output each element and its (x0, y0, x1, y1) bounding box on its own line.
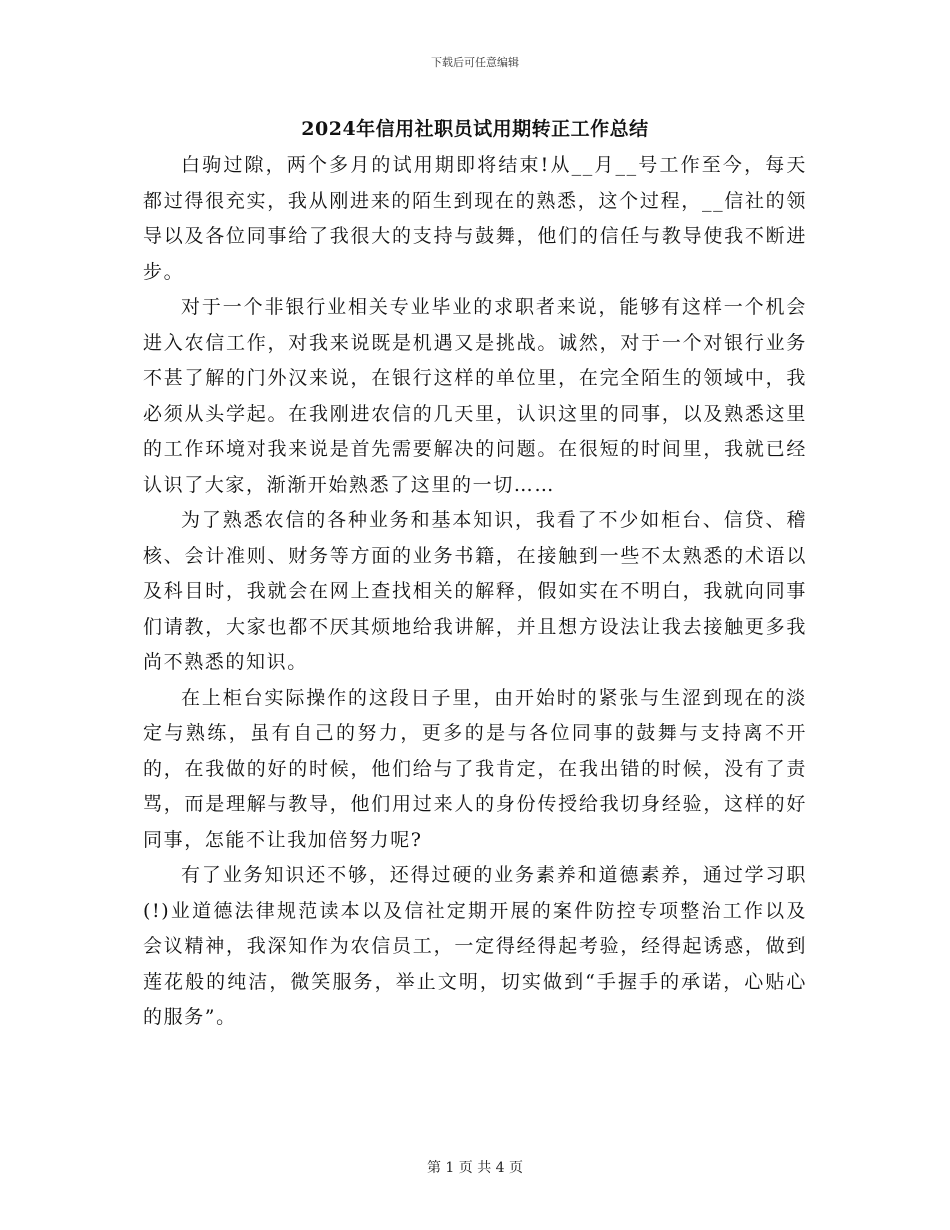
paragraph-counter-work: 在上柜台实际操作的这段日子里，由开始时的紧张与生涩到现在的淡定与熟练，虽有自己的努力，更多的是与各位同事的鼓舞与支持离不开的，在我做的好的时候，他们给与了我肯定，在我出错的时候，没有了责骂，而是理解与教导，他们用过来人的身份传授给我切身经验，这样的好同事，怎能不让我加倍努力呢? (143, 686, 807, 851)
page-number: 第 1 页 共 4 页 (426, 1160, 524, 1176)
header-note: 下载后可任意编辑 (431, 56, 519, 69)
document-title: 2024年信用社职员试用期转正工作总结 (301, 118, 649, 140)
paragraph-ethics: 有了业务知识还不够，还得过硬的业务素养和道德素养，通过学习职(!)业道德法律规范读本以及信社定期开展的案件防控专项整治工作以及会议精神，我深知作为农信员工，一定得经得起考验，经得起诱惑，做到莲花般的纯洁，微笑服务，举止文明，切实做到“手握手的承诺，心贴心的服务”。 (143, 864, 807, 1028)
document-body (143, 148, 807, 1036)
paragraph-learning: 为了熟悉农信的各种业务和基本知识，我看了不少如柜台、信贷、稽核、会计准则、财务等方面的业务书籍，在接触到一些不太熟悉的术语以及科目时，我就会在网上查找相关的解释，假如实在不明白，我就向同事们请教，大家也都不厌其烦地给我讲解，并且想方设法让我去接触更多我尚不熟悉的知识。 (143, 509, 807, 673)
paragraph-intro: 白驹过隙，两个多月的试用期即将结束!从__月__号工作至今，每天都过得很充实，我从刚进来的陌生到现在的熟悉，这个过程，__信社的领导以及各位同事给了我很大的支持与鼓舞，他们的信任与教导使我不断进步。 (143, 154, 807, 283)
paragraph-opportunity: 对于一个非银行业相关专业毕业的求职者来说，能够有这样一个机会进入农信工作，对我来说既是机遇又是挑战。诚然，对于一个对银行业务不甚了解的门外汉来说，在银行这样的单位里，在完全陌生的领域中，我必须从头学起。在我刚进农信的几天里，认识这里的同事，以及熟悉这里的工作环境对我来说是首先需要解决的问题。在很短的时间里，我就已经认识了大家，渐渐开始熟悉了这里的一切…… (143, 296, 807, 496)
